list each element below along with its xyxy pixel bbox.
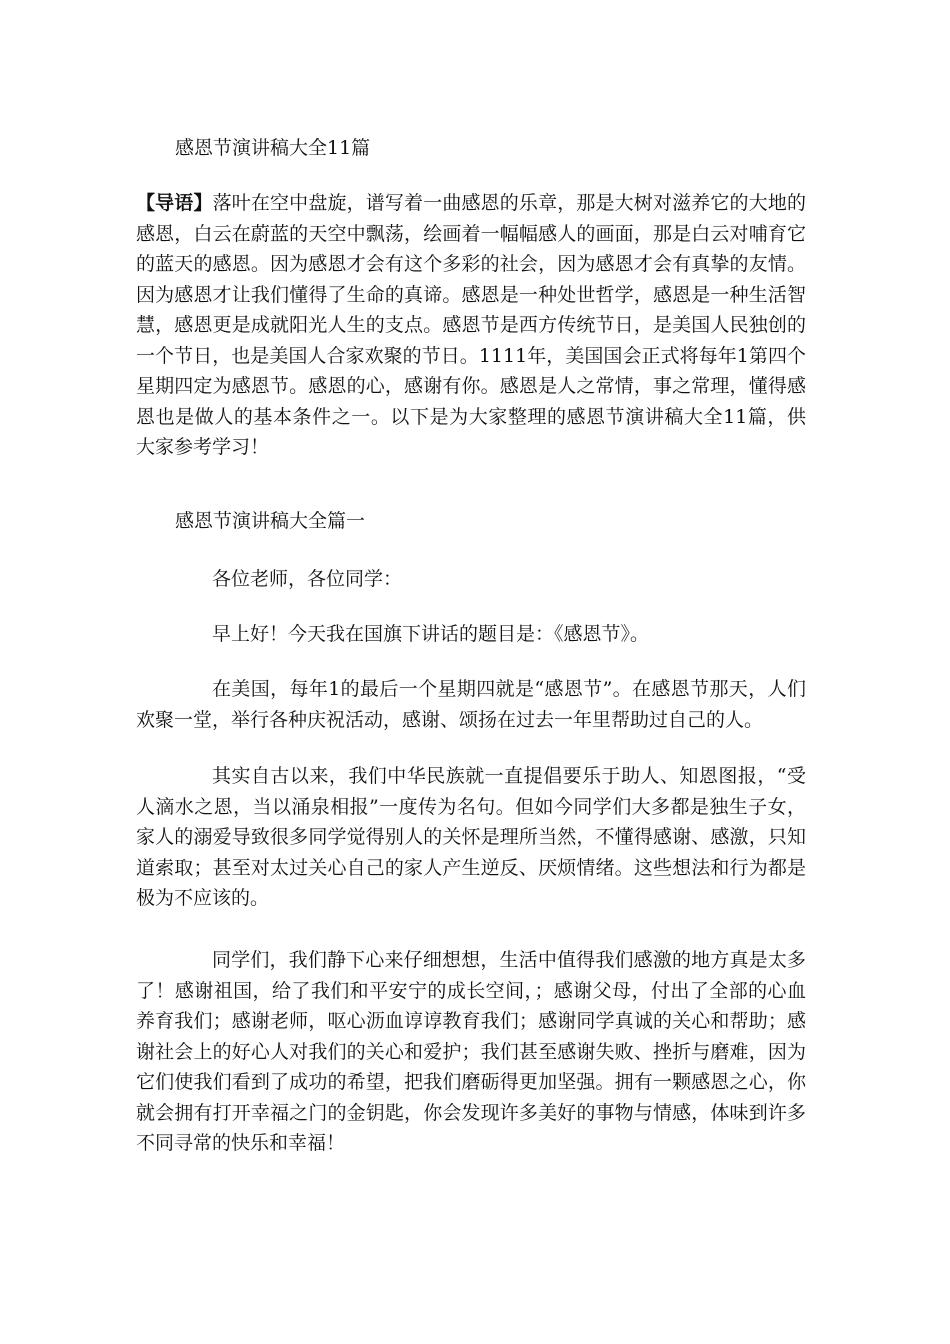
intro-paragraph: [136, 188, 806, 463]
morning-paragraph: 早上好！今天我在国旗下讲话的题目是：《感恩节》。: [212, 623, 650, 645]
gratitude-paragraph: 同学们，我们静下心来仔细想想，生活中值得我们感激的地方真是太多了！感谢祖国，给了我们和平安宁的成长空间，；感谢父母，付出了全部的心血养育我们；感谢老师，呕心沥血谆谆教育我们；感谢同学真诚的关心和帮助；感谢社会上的好心人对我们的关心和爱护；我们甚至感谢失败、挫折与磨难，因为它们使我们看到了成功的希望，把我们磨砺得更加坚强。拥有一颗感恩之心，你就会拥有打开幸福之门的金钥匙，你会发现许多美好的事物与情感，体味到许多不同寻常的快乐和幸福！: [136, 949, 806, 1154]
greeting-paragraph: 各位老师，各位同学：: [212, 568, 403, 590]
intro-text: 落叶在空中盘旋，谱写着一曲感恩的乐章，那是大树对滋养它的大地的感恩，白云在蔚蓝的天空中飘荡，绘画着一幅幅感人的画面，那是白云对哺育它的蓝天的感恩。因为感恩才会有这个多彩的社会，因为感恩才会有真挚的友情。因为感恩才让我们懂得了生命的真谛。感恩是一种处世哲学，感恩是一种生活智慧，感恩更是成就阳光人生的支点。感恩节是西方传统节日，是美国人民独创的一个节日，也是美国人合家欢聚的节日。1111年，美国国会正式将每年1第四个星期四定为感恩节。感恩的心，感谢有你。感恩是人之常情，事之常理，懂得感恩也是做人的基本条件之一。以下是为大家整理的感恩节演讲稿大全11篇，供大家参考学习！: [136, 192, 806, 458]
thanksgiving-us-paragraph: 在美国，每年1的最后一个星期四就是“感恩节”。在感恩节那天，人们欢聚一堂，举行各种庆祝活动，感谢、颂扬在过去一年里帮助过自己的人。: [136, 678, 806, 731]
intro-lead: 【导语】: [136, 192, 213, 214]
chinese-tradition-paragraph: 其实自古以来，我们中华民族就一直提倡要乐于助人、知恩图报，“受人滴水之恩，当以涌泉相报”一度传为名句。但如今同学们大多都是独生子女，家人的溺爱导致很多同学觉得别人的关怀是理所当然，不懂得感谢、感激，只知道索取；甚至对太过关心自己的家人产生逆反、厌烦情绪。这些想法和行为都是极为不应该的。: [136, 765, 806, 909]
section-title: 感恩节演讲稿大全篇一: [175, 510, 366, 532]
document-title: 感恩节演讲稿大全11篇: [175, 137, 371, 159]
